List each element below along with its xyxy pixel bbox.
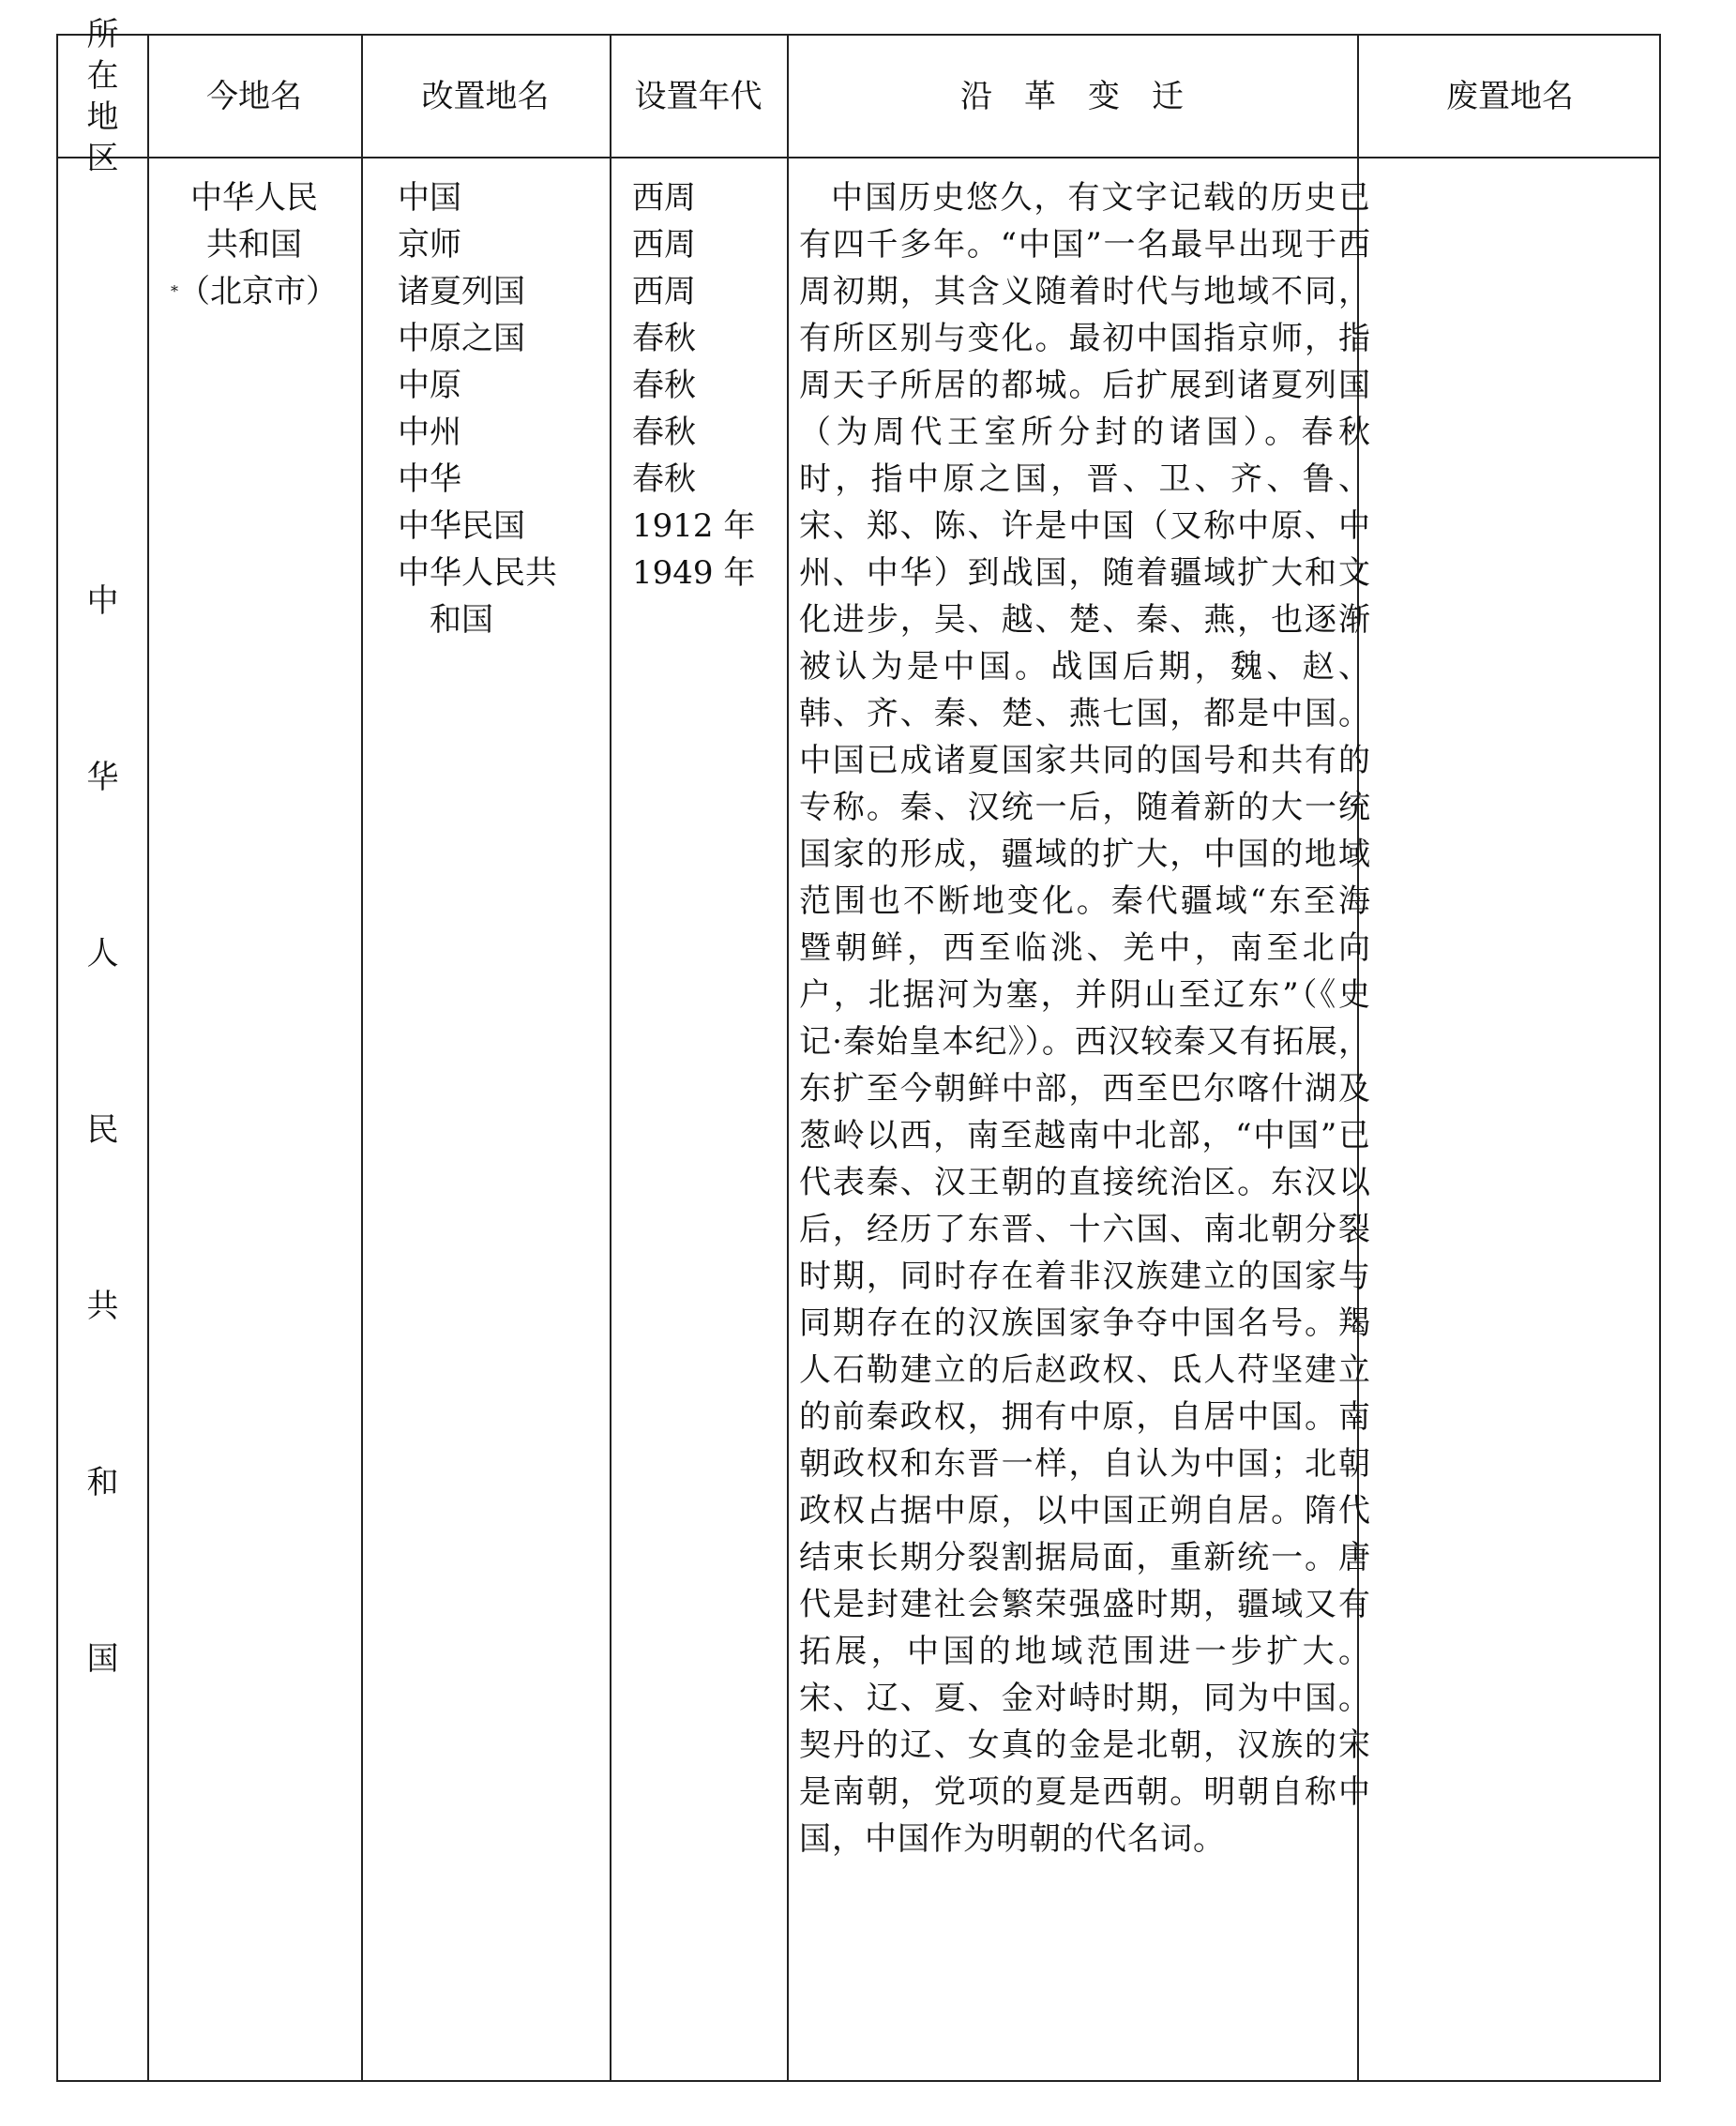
header-region: 所在地区: [86, 15, 119, 177]
renamed-item: 中华人民共: [398, 554, 557, 592]
year-list: [632, 174, 782, 596]
asterisk-mark: *: [171, 282, 178, 300]
header-history: 沿 革 变 迁: [960, 77, 1184, 115]
region-char: 民: [86, 1111, 119, 1149]
renamed-list: [398, 174, 604, 643]
header-year: 设置年代: [634, 77, 762, 115]
column-divider: [147, 36, 149, 2080]
renamed-item: 京师: [398, 226, 461, 264]
current-name-note: （北京市）: [178, 273, 338, 310]
renamed-item: 中州: [398, 414, 461, 451]
region-char: 华: [86, 759, 119, 796]
header-region-cell: [58, 15, 147, 177]
year-item: 春秋: [632, 414, 696, 451]
renamed-item: 中原之国: [398, 320, 525, 357]
current-name-cell: [147, 174, 361, 315]
region-char: 人: [86, 935, 119, 973]
renamed-item: 中国: [398, 179, 461, 217]
header-current-name: 今地名: [206, 77, 302, 115]
history-text: 中国历史悠久，有文字记载的历史已有四千多年。“中国”一名最早出现于西周初期，其含义随着时代与地域不同，有所区别与变化。最初中国指京师，指周天子所居的都城。后扩展到诸夏列国（为周代王室所分封的诸国）。春秋时，指中原之国，晋、卫、齐、鲁、宋、郑、陈、许是中国（又称中原、中州、中华）到战国，随着疆域扩大和文化进步，吴、越、楚、秦、燕，也逐渐被认为是中国。战国后期，魏、赵、韩、齐、秦、楚、燕七国，都是中国。中国已成诸夏国家共同的国号和共有的专称。秦、汉统一后，随着新的大一统国家的形成，疆域的扩大，中国的地域范围也不断地变化。秦代疆域“东至海暨朝鲜，西至临洮、羌中，南至北向户，北据河为塞，并阴山至辽东”（《史记·秦始皇本纪》）。西汉较秦又有拓展，东扩至今朝鲜中部，西至巴尔喀什湖及葱岭以西，南至越南中北部，“中国”已代表秦、汉王朝的直接统治区。东汉以后，经历了东晋、十六国、南北朝分裂时期，同时存在着非汉族建立的国家与同期存在的汉族国家争夺中国名号。羯人石勒建立的后赵政权、氐人苻坚建立的前秦政权，拥有中原，自居中国。南朝政权和东晋一样，自认为中国；北朝政权占据中原，以中国正朔自居。隋代结束长期分裂割据局面，重新统一。唐代是封建社会繁荣强盛时期，疆域又有拓展，中国的地域范围进一步扩大。宋、辽、夏、金对峙时期，同为中国。契丹的辽、女真的金是北朝，汉族的宋是南朝，党项的夏是西朝。明朝自称中国，中国作为明朝的代名词。: [799, 179, 1371, 1858]
year-item: 西周: [632, 226, 696, 264]
year-item: 春秋: [632, 460, 696, 498]
current-name-line: 共和国: [206, 226, 302, 264]
header-abolished: 废置地名: [1446, 77, 1574, 115]
renamed-item: 中华民国: [398, 507, 525, 545]
region-char: 共: [86, 1288, 119, 1325]
history-table: [56, 15, 1661, 2082]
column-divider: [610, 36, 611, 2080]
current-name-note-line: [147, 268, 361, 315]
year-item: 春秋: [632, 367, 696, 404]
header-renamed: 改置地名: [421, 77, 550, 115]
renamed-item: 和国: [430, 601, 493, 639]
current-name-line: 中华人民: [190, 179, 318, 217]
column-divider: [361, 36, 363, 2080]
year-item: 1949 年: [632, 554, 756, 592]
renamed-item: 中原: [398, 367, 461, 404]
renamed-item: 中华: [398, 460, 461, 498]
region-char: 国: [86, 1640, 119, 1678]
region-char: 中: [86, 582, 119, 620]
column-divider: [787, 36, 789, 2080]
year-item: 1912 年: [632, 507, 756, 545]
year-item: 春秋: [632, 320, 696, 357]
renamed-item: 诸夏列国: [398, 273, 525, 310]
region-char: 和: [86, 1464, 119, 1501]
year-item: 西周: [632, 273, 696, 310]
year-item: 西周: [632, 179, 696, 217]
header-divider: [58, 157, 1659, 158]
